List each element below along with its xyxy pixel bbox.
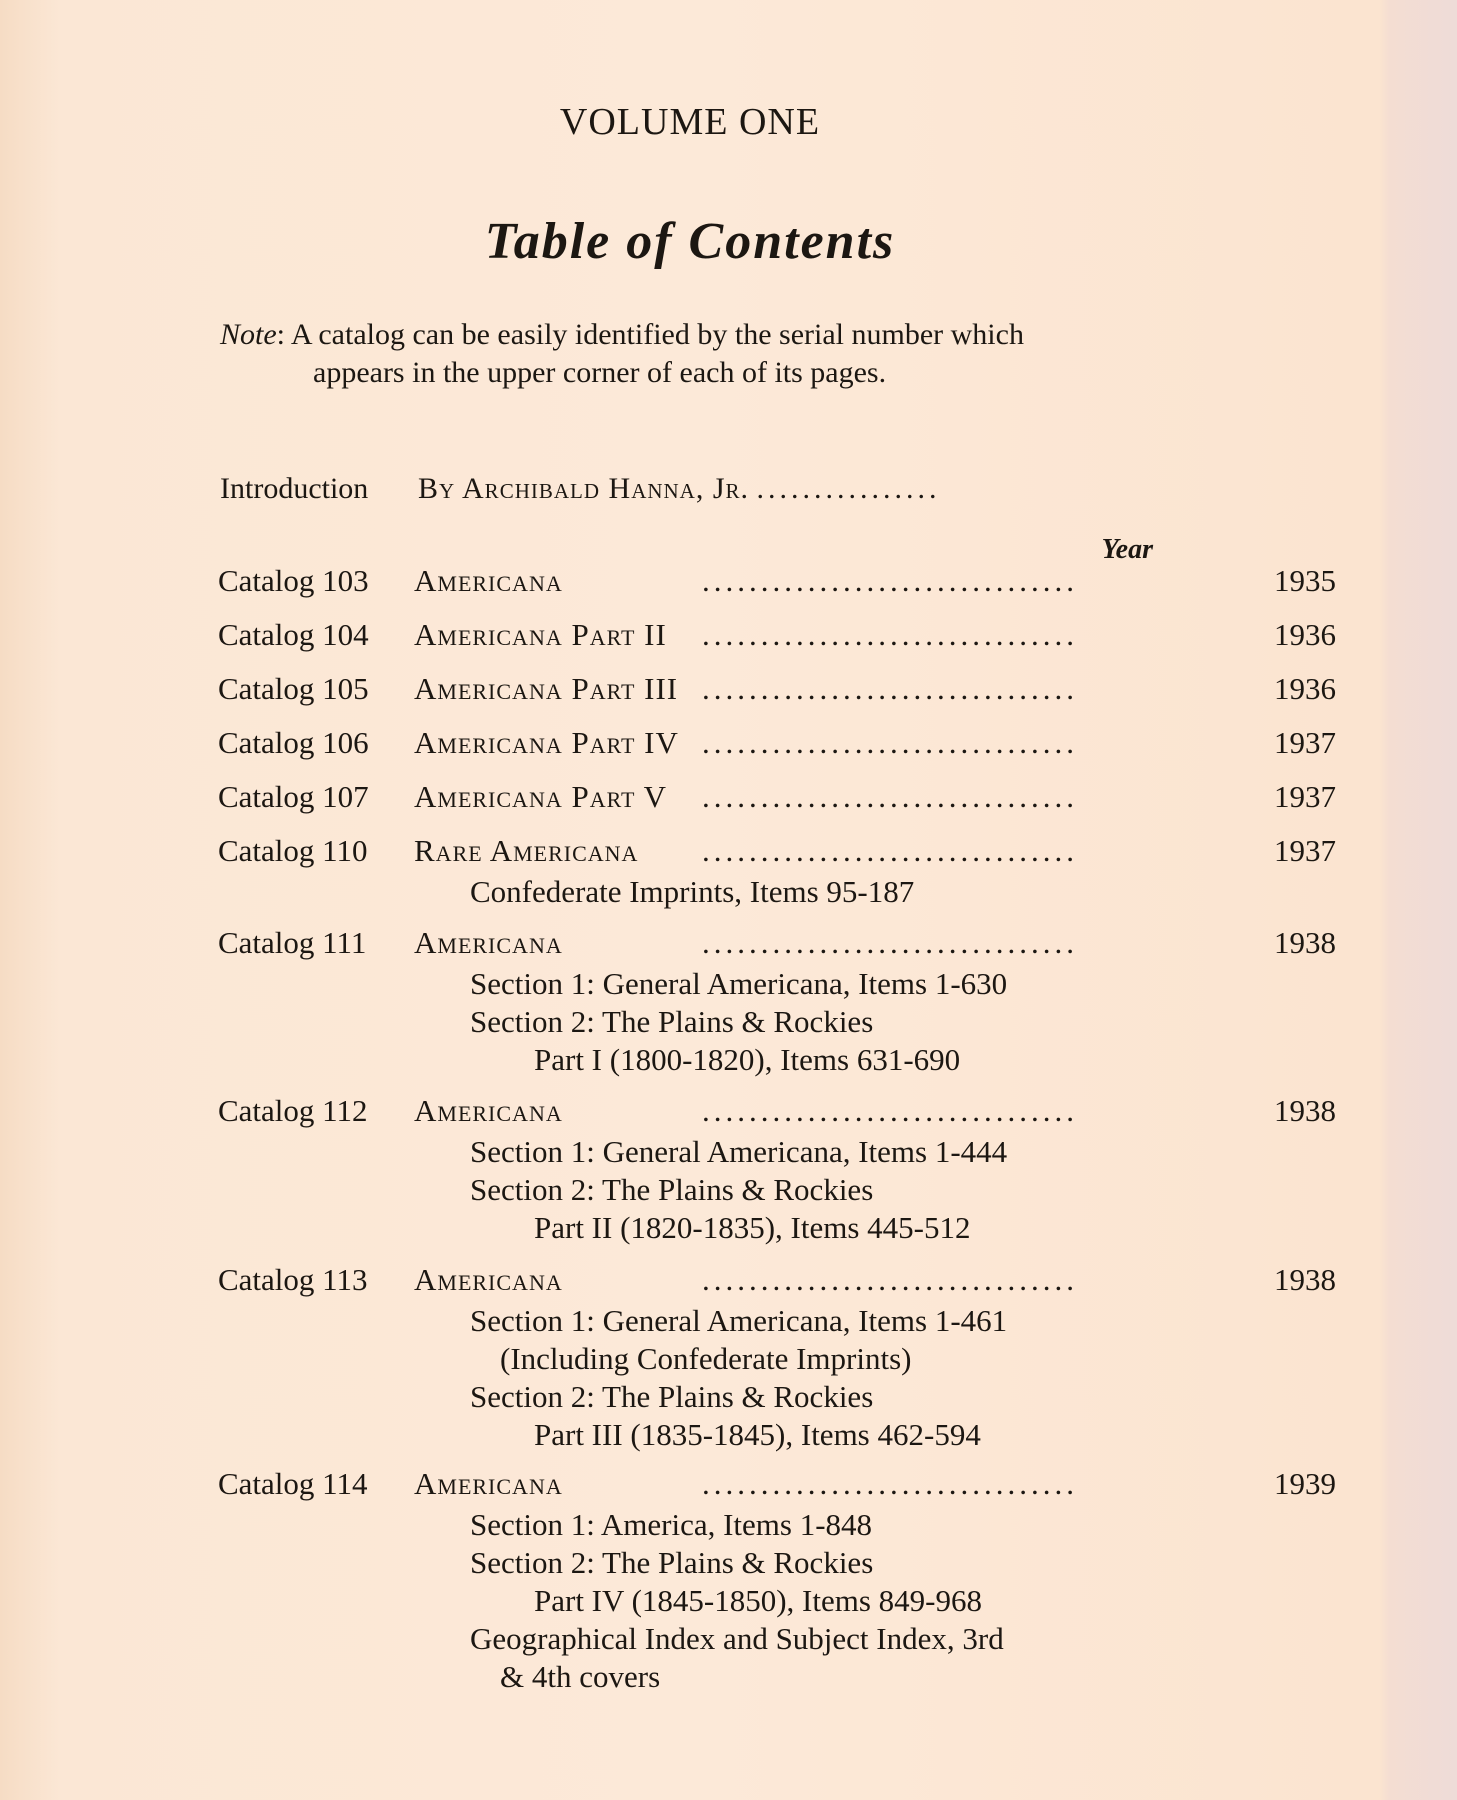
catalog-year: 1938 <box>1274 1093 1336 1128</box>
dot-leader: ................................ <box>702 1262 1078 1297</box>
catalog-subentry: Section 1: General Americana, Items 1-444 <box>470 1134 1008 1169</box>
catalog-title: Rare Americana <box>414 833 639 868</box>
catalog-subentry: Section 2: The Plains & Rockies <box>470 1379 874 1414</box>
volume-heading: VOLUME ONE <box>559 101 821 143</box>
catalog-title: Americana <box>414 1262 563 1297</box>
catalog-title: Americana Part IV <box>414 725 679 760</box>
year-column-heading: Year <box>1101 534 1153 565</box>
catalog-subentry: Section 1: General Americana, Items 1-630 <box>470 966 1008 1001</box>
catalog-year: 1937 <box>1274 779 1336 814</box>
catalog-title: Americana <box>414 925 563 960</box>
catalog-subentry: (Including Confederate Imprints) <box>500 1341 912 1376</box>
catalog-year: 1938 <box>1274 925 1336 960</box>
dot-leader: ................................ <box>702 1093 1078 1128</box>
dot-leader: ................................ <box>702 725 1078 760</box>
catalog-subentry: Part III (1835-1845), Items 462-594 <box>534 1417 981 1452</box>
dot-leader: ................................ <box>702 1466 1078 1501</box>
catalog-year: 1938 <box>1274 1262 1336 1297</box>
note-paragraph: Note: A catalog can be easily identified by the serial number which appears in the upper corner of each of its pages. <box>220 316 1160 392</box>
catalog-title: Americana Part III <box>414 671 679 706</box>
catalog-number: Catalog 107 <box>218 779 369 814</box>
catalog-year: 1937 <box>1274 725 1336 760</box>
dot-leader: ................................ <box>702 925 1078 960</box>
introduction-entry <box>220 472 1220 506</box>
catalog-number: Catalog 113 <box>218 1262 368 1297</box>
toc-entry <box>218 1093 1336 1247</box>
catalog-subentry: Section 2: The Plains & Rockies <box>470 1172 874 1207</box>
catalog-subentry: Part IV (1845-1850), Items 849-968 <box>534 1583 983 1618</box>
toc-entry <box>218 925 1336 1079</box>
catalog-subentry: Section 2: The Plains & Rockies <box>470 1004 874 1039</box>
toc-entry <box>218 671 1336 711</box>
catalog-year: 1936 <box>1274 671 1336 706</box>
catalog-subentry: Section 2: The Plains & Rockies <box>470 1545 874 1580</box>
toc-entry <box>218 725 1336 765</box>
toc-entry <box>218 779 1336 819</box>
catalog-title: Americana Part II <box>414 617 667 652</box>
catalog-subentry: Section 1: General Americana, Items 1-461 <box>470 1303 1008 1338</box>
toc-entry <box>218 1466 1336 1696</box>
catalog-number: Catalog 106 <box>218 725 369 760</box>
dot-leader: ................................ <box>702 779 1078 814</box>
introduction-leader: ................ <box>756 472 941 505</box>
introduction-label: Introduction <box>220 472 369 505</box>
catalog-year: 1935 <box>1274 563 1336 598</box>
dot-leader: ................................ <box>702 563 1078 598</box>
catalog-number: Catalog 103 <box>218 563 369 598</box>
toc-entry <box>218 833 1336 911</box>
dot-leader: ................................ <box>702 671 1078 706</box>
catalog-number: Catalog 110 <box>218 833 368 868</box>
catalog-title: Americana <box>414 1466 563 1501</box>
catalog-year: 1937 <box>1274 833 1336 868</box>
toc-entry <box>218 1262 1336 1454</box>
catalog-subentry: Section 1: America, Items 1-848 <box>470 1507 873 1542</box>
catalog-subentry: Part I (1800-1820), Items 631-690 <box>534 1042 961 1077</box>
catalog-subentry: Part II (1820-1835), Items 445-512 <box>534 1210 971 1245</box>
catalog-number: Catalog 105 <box>218 671 369 706</box>
catalog-title: Americana <box>414 1093 563 1128</box>
note-line-1: A catalog can be easily identified by the serial number which <box>290 318 1024 351</box>
catalog-subentry: Geographical Index and Subject Index, 3rd <box>470 1621 1004 1656</box>
catalog-title: Americana Part V <box>414 779 667 814</box>
toc-entry <box>218 563 1336 603</box>
catalog-number: Catalog 114 <box>218 1466 368 1501</box>
dot-leader: ................................ <box>702 617 1078 652</box>
catalog-subentry: Confederate Imprints, Items 95-187 <box>470 874 915 909</box>
catalog-number: Catalog 104 <box>218 617 369 652</box>
note-line-2: appears in the upper corner of each of its pages. <box>313 356 887 389</box>
catalog-number: Catalog 112 <box>218 1093 368 1128</box>
page-title: Table of Contents <box>484 213 896 270</box>
note-label: Note <box>220 318 277 351</box>
catalog-title: Americana <box>414 563 563 598</box>
catalog-subentry: & 4th covers <box>500 1659 661 1694</box>
introduction-author: By Archibald Hanna, Jr. <box>418 472 750 505</box>
catalog-number: Catalog 111 <box>218 925 367 960</box>
catalog-year: 1936 <box>1274 617 1336 652</box>
dot-leader: ................................ <box>702 833 1078 868</box>
toc-entry <box>218 617 1336 657</box>
catalog-year: 1939 <box>1274 1466 1336 1501</box>
